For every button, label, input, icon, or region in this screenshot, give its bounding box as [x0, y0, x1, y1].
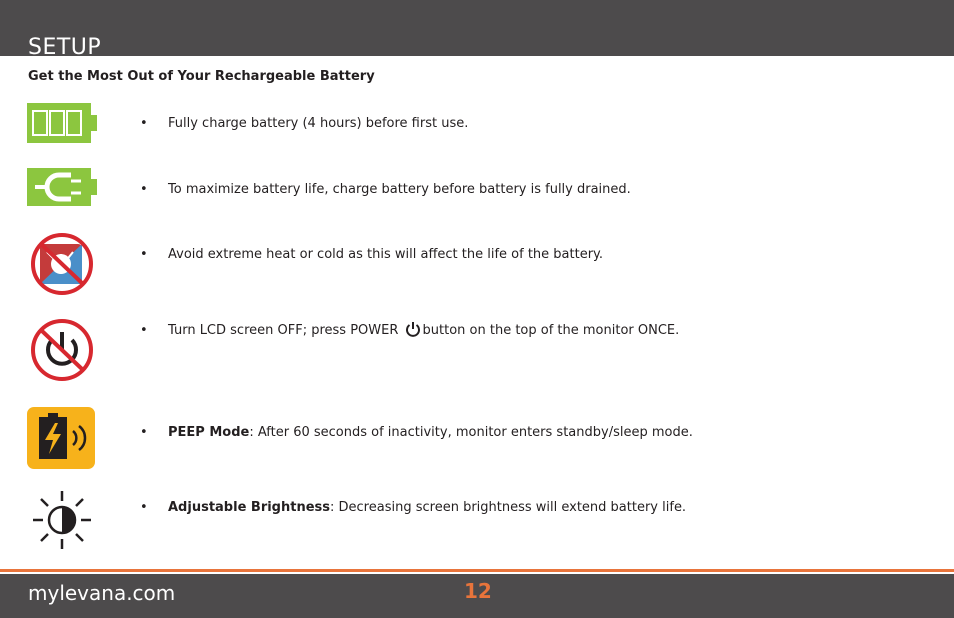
bullet: • [140, 500, 148, 515]
no-power-icon [27, 318, 97, 386]
battery-plug-icon [27, 168, 97, 212]
bullet: • [140, 116, 148, 131]
brightness-icon [27, 489, 97, 555]
item-text: : After 60 seconds of inactivity, monitor enters standby/sleep mode. [249, 425, 693, 440]
section-subtitle: Get the Most Out of Your Rechargeable Battery [28, 69, 375, 84]
footer-website: mylevana.com [28, 581, 176, 605]
item-text: : Decreasing screen brightness will extend battery life. [330, 500, 687, 515]
item-text: To maximize battery life, charge battery before battery is fully drained. [168, 182, 631, 197]
bullet: • [140, 247, 148, 262]
list-item [140, 181, 631, 199]
item-bold-label: PEEP Mode [168, 425, 250, 440]
list-item [140, 321, 679, 343]
power-icon [405, 321, 421, 343]
list-item [140, 115, 468, 133]
bullet: • [140, 425, 148, 440]
list-item [140, 246, 603, 264]
bullet: • [140, 323, 148, 338]
no-extreme-temperature-icon [27, 232, 97, 300]
item-text-after: button on the top of the monitor ONCE. [422, 323, 680, 338]
list-item [140, 424, 693, 442]
battery-full-icon [27, 103, 97, 149]
bullet: • [140, 182, 148, 197]
footer-divider [0, 569, 954, 572]
item-text-before: Turn LCD screen OFF; press POWER [168, 323, 399, 338]
item-bold-label: Adjustable Brightness [168, 500, 331, 515]
item-text: Avoid extreme heat or cold as this will affect the life of the battery. [168, 247, 604, 262]
sleep-mode-icon [27, 407, 97, 473]
page-number: 12 [464, 579, 492, 603]
page-title: SETUP [28, 35, 102, 60]
header-bar [0, 0, 954, 56]
item-text: Fully charge battery (4 hours) before first use. [168, 116, 469, 131]
list-item [140, 499, 686, 517]
